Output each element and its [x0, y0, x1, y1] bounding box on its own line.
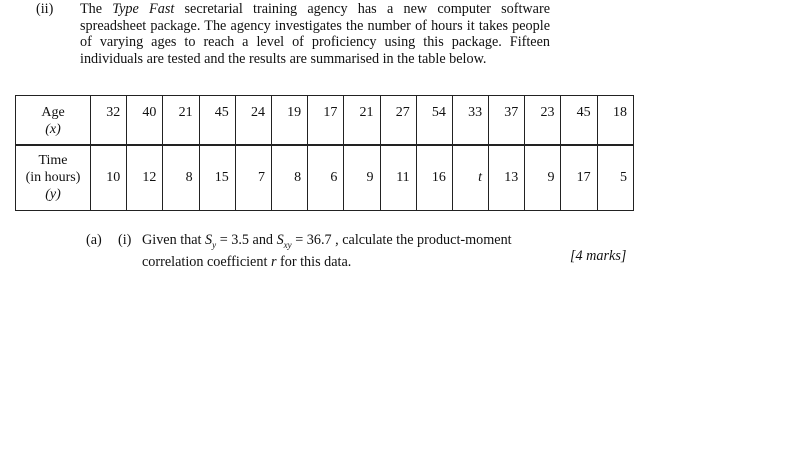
- age-cell: 27: [380, 96, 416, 145]
- data-table: [15, 95, 634, 211]
- age-header: Age (x): [16, 96, 91, 145]
- time-cell: 6: [308, 145, 344, 211]
- time-cell: 7: [235, 145, 271, 211]
- time-row: [16, 145, 634, 211]
- time-cell: 8: [163, 145, 199, 211]
- time-cell: t: [452, 145, 488, 211]
- question-number: (ii): [36, 1, 54, 17]
- time-cell: 13: [489, 145, 525, 211]
- question-text: The Type Fast secretarial training agency has a new computer software spreadsheet package. The agency investigates the number of hours it takes people of varying ages to reach a level of proficiency using this package. Fifteen individuals are tested and the results are summarised in the table below.: [80, 1, 550, 67]
- time-cell: 9: [344, 145, 380, 211]
- age-cell: 21: [344, 96, 380, 145]
- age-cell: 21: [163, 96, 199, 145]
- time-cell: 8: [271, 145, 307, 211]
- age-cell: 54: [416, 96, 452, 145]
- age-cell: 40: [127, 96, 163, 145]
- age-cell: 23: [525, 96, 561, 145]
- time-cell: 15: [199, 145, 235, 211]
- time-cell: 11: [380, 145, 416, 211]
- age-cell: 24: [235, 96, 271, 145]
- time-cell: 9: [525, 145, 561, 211]
- age-cell: 17: [308, 96, 344, 145]
- time-cell: 12: [127, 145, 163, 211]
- time-cell: 16: [416, 145, 452, 211]
- age-cell: 45: [199, 96, 235, 145]
- age-cell: 33: [452, 96, 488, 145]
- time-cell: 17: [561, 145, 597, 211]
- time-cell: 5: [597, 145, 633, 211]
- age-cell: 32: [91, 96, 127, 145]
- time-header: Time (in hours) (y): [16, 145, 91, 211]
- age-row: [16, 96, 634, 145]
- subpart-text: Given that $S_y = 3.5$ and $S_{xy} = 36.7$ , calculate the product-moment correlation coefficient r for this data.: [142, 232, 512, 270]
- agency-name: Type Fast: [112, 1, 175, 17]
- age-cell: 37: [489, 96, 525, 145]
- time-cell: 10: [91, 145, 127, 211]
- part-letter: (a): [86, 232, 102, 248]
- age-cell: 45: [561, 96, 597, 145]
- subpart-number: (i): [118, 232, 132, 248]
- marks-label: [4 marks]: [570, 248, 627, 264]
- age-cell: 19: [271, 96, 307, 145]
- age-cell: 18: [597, 96, 633, 145]
